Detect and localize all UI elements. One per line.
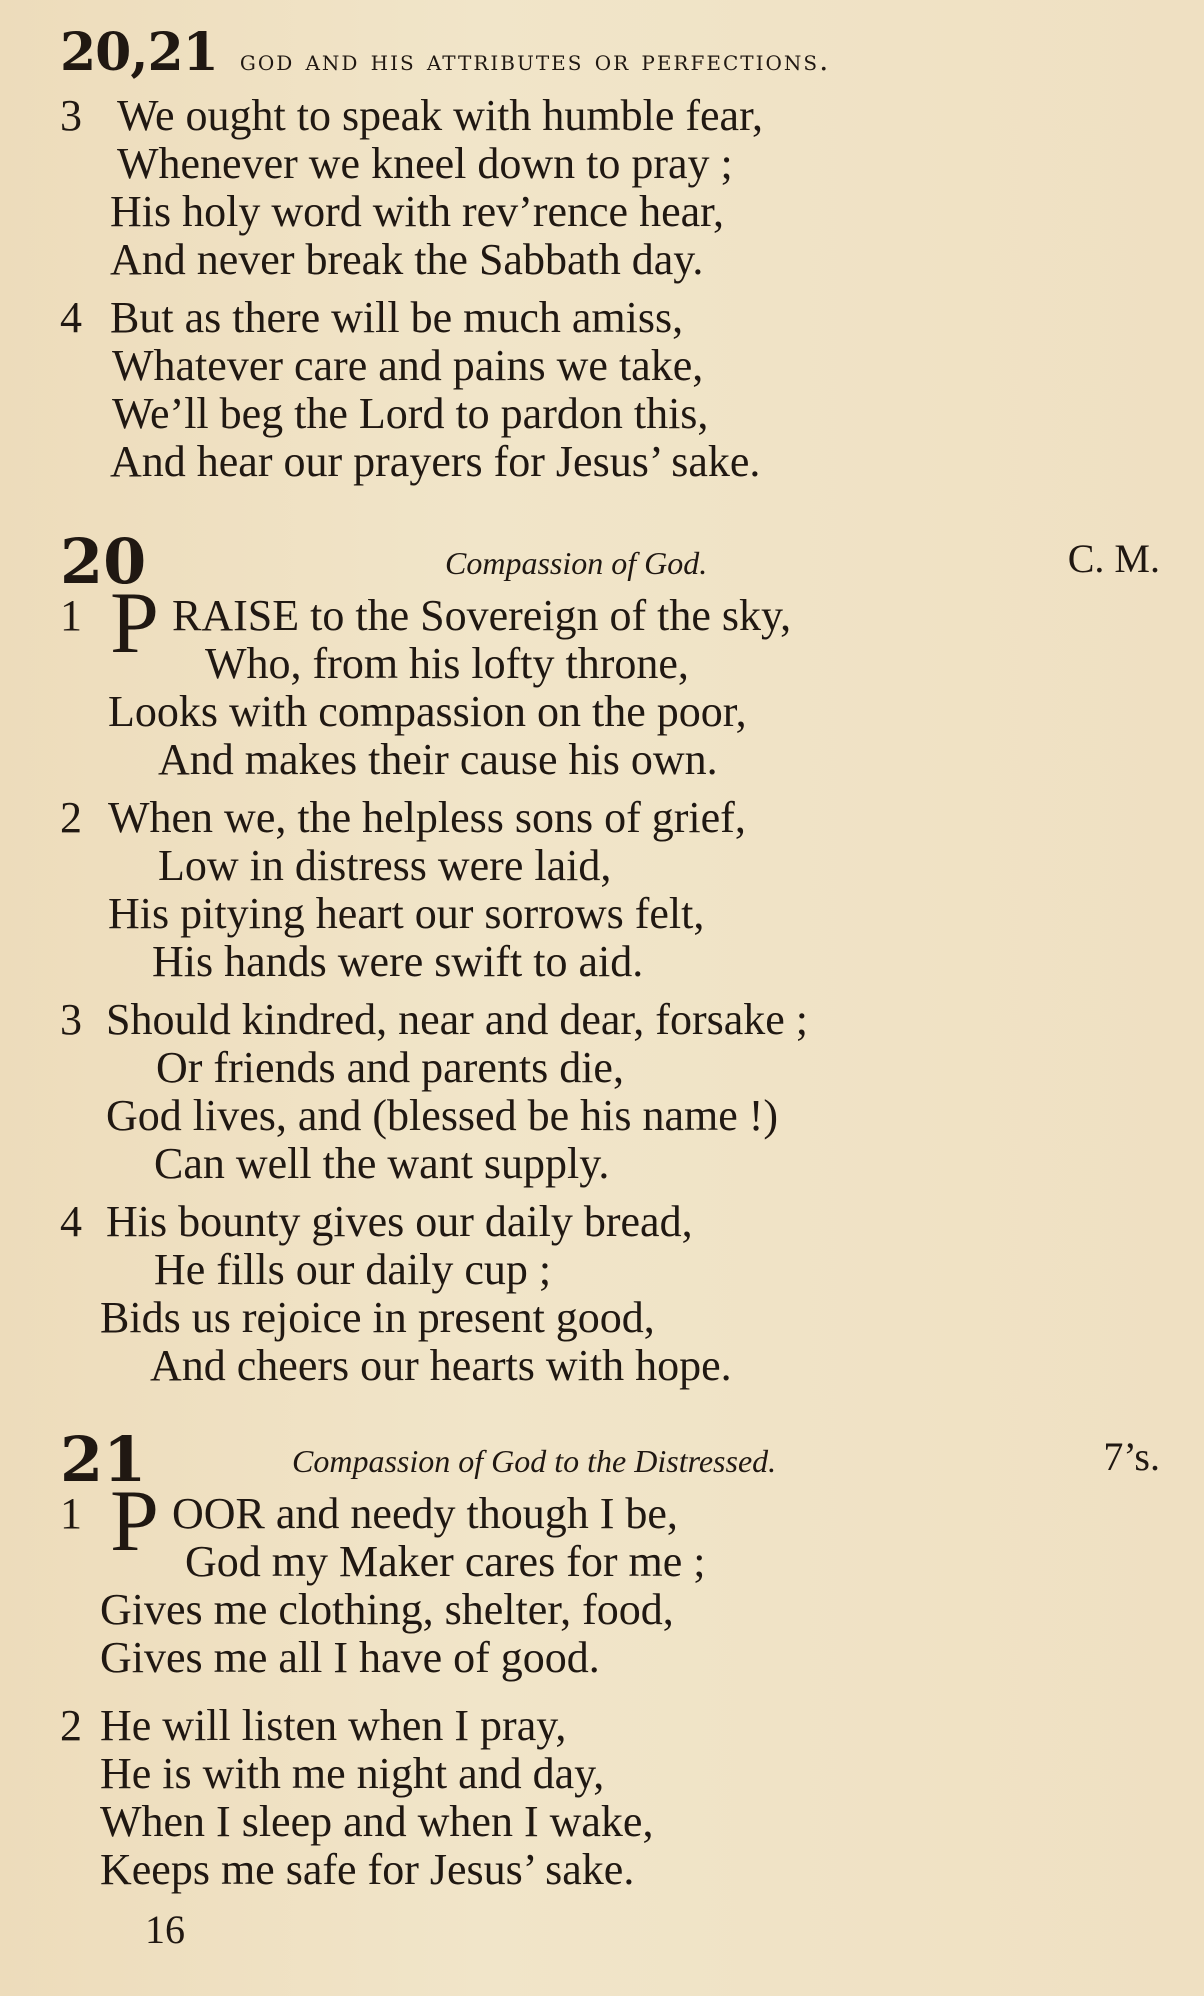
verse-line: God lives, and (blessed be his name !) [106, 1091, 779, 1140]
verse-line: And cheers our hearts with hope. [150, 1341, 732, 1390]
verse-line: 2 When we, the helpless sons of grief, [60, 793, 746, 842]
stanza-number: 3 [60, 91, 82, 140]
running-head-numbers: 20,21 [60, 22, 218, 83]
hymn-21 [60, 1420, 1160, 1894]
stanza-number: 2 [60, 1701, 82, 1750]
verse-line: 3 Should kindred, near and dear, forsake ; [60, 995, 809, 1044]
verse-line: Gives me all I have of good. [100, 1633, 600, 1682]
stanza-number: 1 [60, 591, 82, 640]
stanza-4 [60, 1198, 1160, 1390]
running-head-title: god and his attributes or perfections. [239, 43, 831, 77]
verse-line: When I sleep and when I wake, [100, 1797, 654, 1846]
verse-line: 2 He will listen when I pray, [60, 1701, 567, 1750]
verse-line: Whatever care and pains we take, [112, 341, 704, 390]
verse-line: Keeps me safe for Jesus’ sake. [100, 1845, 635, 1894]
stanza-number: 2 [60, 793, 82, 842]
page-number: 16 [145, 1907, 185, 1952]
verse-line: 1 P RAISE to the Sovereign of the sky, [60, 575, 792, 672]
stanza-number: 1 [60, 1489, 82, 1538]
verse-line: He fills our daily cup ; [154, 1245, 552, 1294]
stanza-1 [60, 1473, 1160, 1682]
verse-line: Bids us rejoice in present good, [100, 1293, 655, 1342]
verse-line: Looks with compassion on the poor, [108, 687, 747, 736]
continuation-block [60, 92, 1160, 486]
verse-line: And makes their cause his own. [158, 735, 718, 784]
hymn-title: Compassion of God to the Distressed. [292, 1443, 777, 1479]
stanza-2 [60, 1702, 1160, 1894]
running-head [60, 22, 1170, 82]
verse-line: 3 We ought to speak with humble fear, [60, 91, 763, 140]
hymn-number: 20 [60, 525, 147, 598]
verse-line: He is with me night and day, [100, 1749, 605, 1798]
drop-cap: P [110, 1473, 159, 1570]
stanza-number: 4 [60, 1197, 82, 1246]
verse-line: Gives me clothing, shelter, food, [100, 1585, 674, 1634]
verse-line: Can well the want supply. [154, 1139, 610, 1188]
hymn-meter: 7’s. [1103, 1434, 1160, 1479]
verse-line: His holy word with rev’rence hear, [110, 187, 725, 236]
verse-line: Or friends and parents die, [156, 1043, 624, 1092]
stanza-3 [60, 92, 1160, 284]
verse-line: God my Maker cares for me ; [185, 1537, 706, 1586]
verse-line: And hear our prayers for Jesus’ sake. [110, 437, 761, 486]
verse-line: His hands were swift to aid. [152, 937, 644, 986]
hymn-header [60, 1420, 1160, 1496]
stanza-number: 4 [60, 293, 82, 342]
verse-line: 1 P OOR and needy though I be, [60, 1473, 678, 1570]
verse-line: Who, from his lofty throne, [205, 639, 689, 688]
verse-line: We’ll beg the Lord to pardon this, [112, 389, 709, 438]
stanza-1 [60, 575, 1160, 784]
verse-line: 4 His bounty gives our daily bread, [60, 1197, 693, 1246]
stanza-3 [60, 996, 1160, 1188]
hymn-title: Compassion of God. [445, 545, 708, 581]
verse-line: Low in distress were laid, [158, 841, 612, 890]
stanza-4 [60, 294, 1160, 486]
hymn-20 [60, 522, 1160, 1390]
verse-line: And never break the Sabbath day. [110, 235, 704, 284]
stanza-number: 3 [60, 995, 82, 1044]
hymn-meter: C. M. [1067, 536, 1160, 581]
stanza-2 [60, 794, 1160, 986]
drop-cap: P [110, 575, 159, 672]
hymn-header [60, 522, 1160, 598]
verse-line: Whenever we kneel down to pray ; [117, 139, 733, 188]
verse-line: His pitying heart our sorrows felt, [108, 889, 705, 938]
verse-line: 4 But as there will be much amiss, [60, 293, 684, 342]
hymn-number: 21 [60, 1423, 147, 1496]
